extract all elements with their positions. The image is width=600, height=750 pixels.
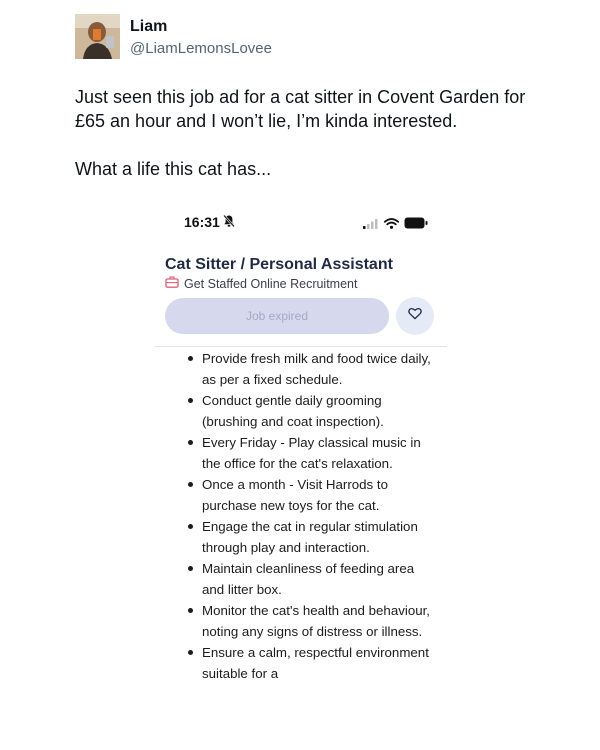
list-item: Conduct gentle daily grooming (brushing and coat inspection). [184,390,434,432]
status-time: 16:31 [184,214,220,230]
company-name[interactable]: Get Staffed Online Recruitment [184,276,358,291]
battery-icon [404,216,428,234]
job-ad-screenshot[interactable] [150,200,450,750]
silent-bell-icon [223,214,235,233]
list-item: Ensure a calm, respectful environment suitable for a [184,642,434,670]
duties-list [184,348,434,681]
heart-icon [408,307,422,325]
author-handle[interactable]: @LiamLemonsLovee [130,40,272,57]
job-expired-button[interactable]: Job expired [165,298,389,334]
tweet-header [75,12,555,62]
list-item: Maintain cleanliness of feeding area and litter box. [184,558,434,600]
avatar[interactable] [75,14,120,59]
company-row [165,276,357,291]
author-name[interactable]: Liam [130,18,168,35]
cellular-signal-icon [363,216,379,234]
list-item: Monitor the cat's health and behaviour, noting any signs of distress or illness. [184,600,434,642]
divider [155,346,447,347]
tweet-paragraph: Just seen this job ad for a cat sitter in Covent Garden for £65 an hour and I won’t lie, I’m kinda interested. [75,87,526,131]
wifi-icon [384,216,399,234]
job-title: Cat Sitter / Personal Assistant [165,256,393,273]
list-item: Engage the cat in regular stimulation through play and interaction. [184,516,434,558]
briefcase-icon [165,276,179,291]
avatar-photo [75,14,120,59]
status-icons [363,216,428,234]
list-item: Once a month - Visit Harrods to purchase new toys for the cat. [184,474,434,516]
list-item: Every Friday - Play classical music in the office for the cat's relaxation. [184,432,434,474]
tweet-text [75,85,555,181]
tweet-paragraph: What a life this cat has... [75,159,272,179]
save-job-button[interactable] [396,297,434,335]
list-item: Provide fresh milk and food twice daily, as per a fixed schedule. [184,348,434,390]
